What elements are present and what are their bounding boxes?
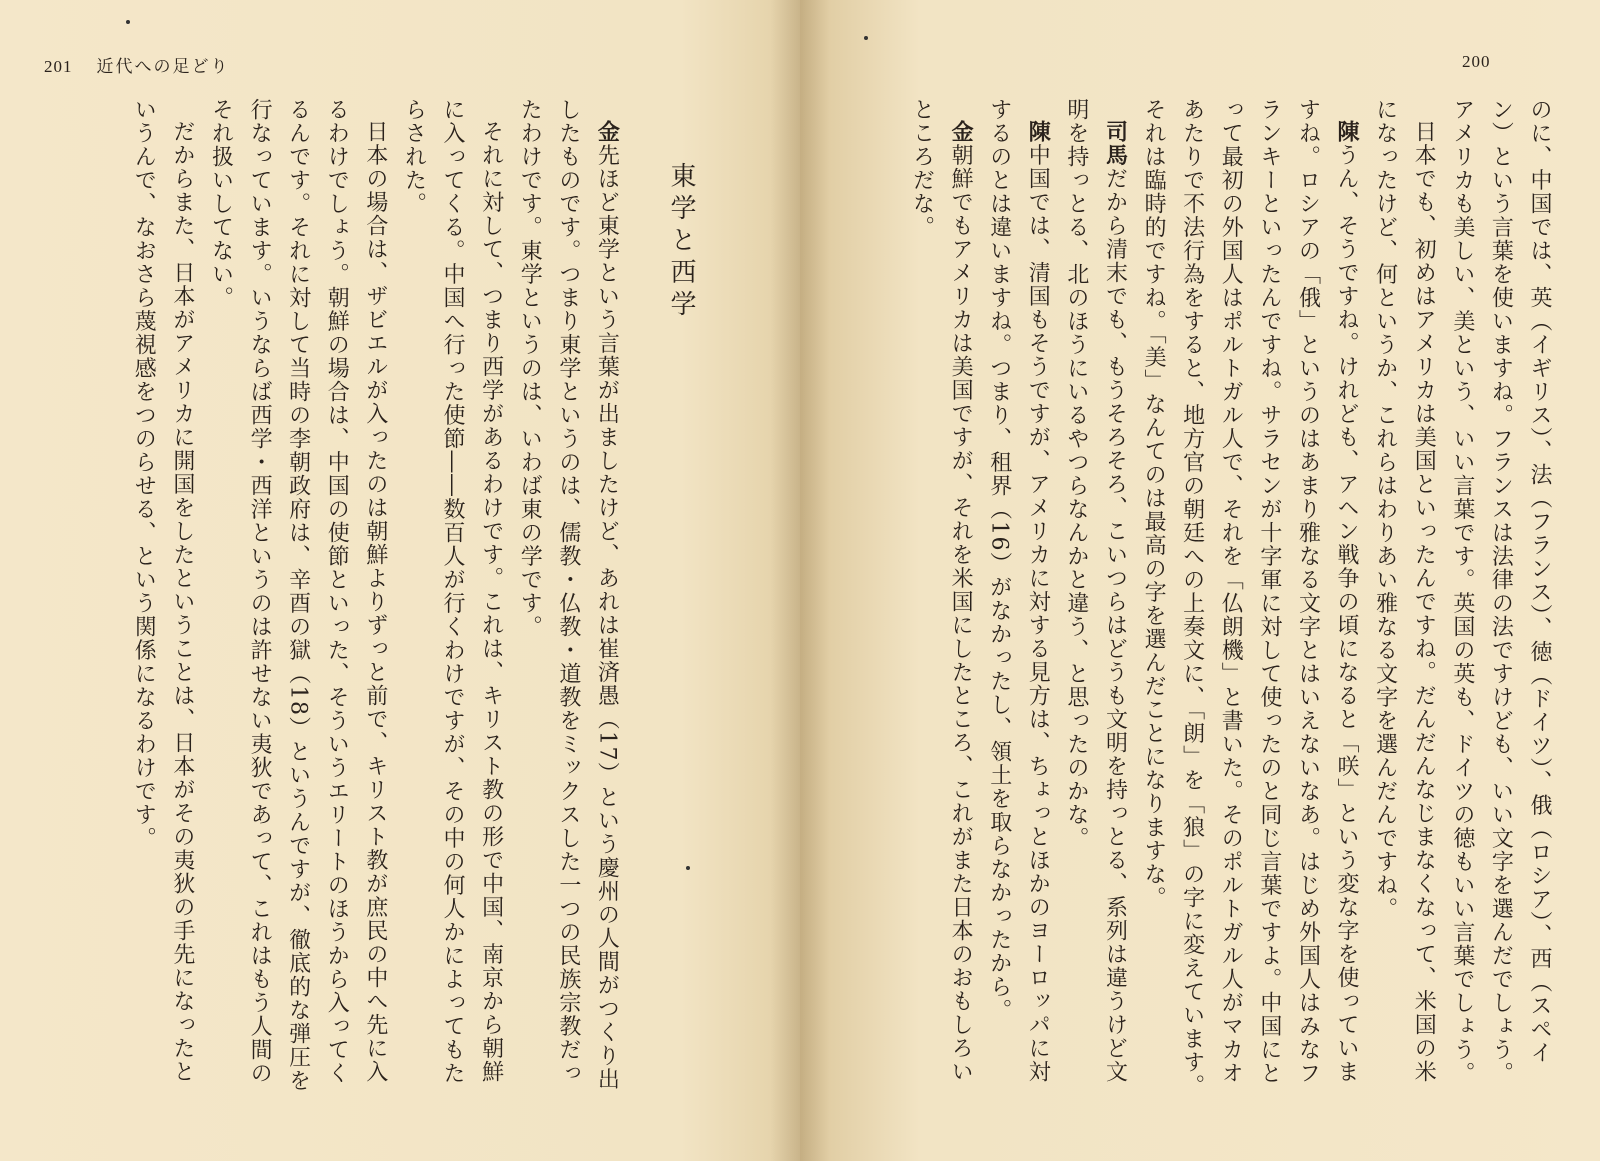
dialogue-paragraph [979,98,1056,1098]
dialogue-paragraph [201,98,394,1098]
dialogue-paragraph [1365,98,1442,1098]
dialogue-paragraph [902,98,979,1098]
right-page-text [848,98,1558,1098]
paragraph-text: 中国では、清国もそうですが、アメリカに対する見方は、ちょっとほかのヨーロッパに対するのとは違いますね。つまり、租界（16）がなかったし、領土を取らなかったから。 [986,98,1051,1084]
left-page-number: 201 [44,57,73,76]
paragraph-text: だからまた、日本がアメリカに開国をしたということは、日本がその夷狄の手先になったというんで、なおさら蔑視感をつのらせる、という関係になるわけです。 [131,98,195,1084]
speaker-label: 司馬 [1102,120,1128,167]
paragraph-text: うん、そうですね。けれども、アヘン戦争の頃になると「咲」という変な字を使っていますね。ロシアの「俄」というのはあまり雅なる文字とはいえないなあ。はじめ外国人はみなフランキーといったんですね。サラセンが十字軍に対して使ったのと同じ言葉ですよ。中国にとって最初の外国人はポルトガル人で、それを「仏朗機」と書いた。そのポルトガル人がマカオあたりで不法行為をすると、地方官の朝廷への上奏文に、「朗」を「狼」の字に変えています。それは臨時的ですね。「美」なんてのは最高の字を選んだことになりますな。 [1141,98,1360,1098]
speaker-label: 陳 [1334,120,1360,144]
dialogue-paragraph [124,98,201,1098]
paragraph-text: 日本の場合は、ザビエルが入ったのは朝鮮よりずっと前で、キリスト教が庶民の中へ先に入るわけでしょう。朝鮮の場合は、中国の使節といった、そういうエリートのほうから入ってくるんです。それに対して当時の李朝政府は、辛酉の獄（18）というんですが、徹底的な弾圧を行なっています。いうならば西学・西洋というのは許せない夷狄であって、これはもう人間のそれ扱いしてない。 [208,98,388,1093]
left-page-header [44,52,230,77]
dialogue-paragraph [1442,98,1558,1098]
right-page-number: 200 [1462,52,1491,71]
print-speck [864,36,868,40]
dialogue-paragraph [510,98,626,1098]
paragraph-text: だから清末でも、もうそろそろ、こいつらはどうも文明を持っとる、系列は違うけど文明を持っとる、北のほうにいるやつらなんかと違う、と思ったのかな。 [1063,98,1128,1084]
paragraph-text: それに対して、つまり西学があるわけです。これは、キリスト教の形で中国、南京から朝鮮に入ってくる。中国へ行った使節――数百人が行くわけですが、その中の何人かによってもたらされた。 [401,98,504,1085]
left-page-text [40,98,730,1098]
dialogue-paragraph [394,98,510,1098]
section-heading: 東学と西学 [666,162,696,322]
paragraph-text: のに、中国では、英（イギリス）、法（フランス）、徳（ドイツ）、俄（ロシア）、西（スペイン）という言葉を使いますね。フランスは法律の法ですけども、いい文字を選んだでしょう。アメリカも美しい、美という、いい言葉です。英国の英も、ドイツの徳もいい言葉でしょう。 [1449,98,1552,1085]
speaker-label: 金 [948,120,974,144]
paragraph-text: 朝鮮でもアメリカは美国ですが、それを米国にしたところ、これがまた日本のおもしろいところだな。 [909,98,974,1084]
right-page-header [1462,52,1491,72]
running-title: 近代への足どり [96,57,230,76]
dialogue-paragraph [1056,98,1133,1098]
print-speck [686,866,690,870]
speaker-label: 金 [594,120,620,144]
print-speck [126,20,130,24]
paragraph-text: 日本でも、初めはアメリカは美国といったんですね。だんだんなじまなくなって、米国の米になったけど、何というか、これらはわりあい雅なる文字を選んだんですね。 [1372,98,1437,1084]
speaker-label: 陳 [1025,120,1051,144]
dialogue-paragraph [1133,98,1365,1098]
paragraph-text: 先ほど東学という言葉が出ましたけど、あれは崔済愚（17）という慶州の人間がつくり出したものです。つまり東学というのは、儒教・仏教・道教をミックスした一つの民族宗教だったわけです。東学というのは、いわば東の学です。 [517,98,620,1091]
